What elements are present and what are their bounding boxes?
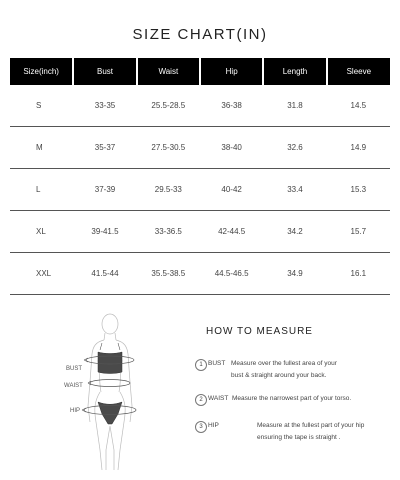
step-number: 2 — [195, 394, 207, 406]
table-cell: 35.5-38.5 — [137, 253, 200, 295]
header-size: Size(inch) — [10, 58, 73, 85]
step-number: 1 — [195, 359, 207, 371]
table-cell: 16.1 — [327, 253, 390, 295]
table-row — [10, 85, 390, 127]
table-row — [10, 127, 390, 169]
table-cell: 27.5-30.5 — [137, 127, 200, 169]
header-sleeve: Sleeve — [327, 58, 390, 85]
table-cell: 31.8 — [263, 85, 326, 127]
step-name: BUST — [208, 360, 226, 367]
table-cell: 37-39 — [73, 169, 136, 211]
table-cell: 41.5-44 — [73, 253, 136, 295]
step-name: WAIST — [208, 395, 229, 402]
figure-inner-legs — [106, 426, 114, 470]
table-cell: 33-35 — [73, 85, 136, 127]
hip-label: HIP — [70, 408, 81, 414]
table-cell: 25.5-28.5 — [137, 85, 200, 127]
table-cell: 38-40 — [200, 127, 263, 169]
table-header-row — [10, 58, 390, 85]
bust-label: BUST — [66, 366, 83, 372]
table-cell: 42-44.5 — [200, 211, 263, 253]
table-cell: 36-38 — [200, 85, 263, 127]
table-cell: 14.5 — [327, 85, 390, 127]
table-cell: 34.2 — [263, 211, 326, 253]
step-bust — [195, 359, 337, 379]
table-cell: 29.5-33 — [137, 169, 200, 211]
table-cell: 40-42 — [200, 169, 263, 211]
table-cell: L — [10, 169, 73, 211]
table-row — [10, 211, 390, 253]
waist-label: WAIST — [64, 383, 83, 389]
how-to-measure-title: HOW TO MEASURE — [206, 326, 313, 337]
header-length: Length — [263, 58, 326, 85]
header-hip: Hip — [200, 58, 263, 85]
header-waist: Waist — [137, 58, 200, 85]
body-measurement-figure — [60, 310, 170, 475]
step-description-continued: ensuring the tape is straight . — [257, 434, 341, 441]
figure-head — [102, 314, 118, 334]
table-cell: S — [10, 85, 73, 127]
table-cell: XL — [10, 211, 73, 253]
table-cell: 39-41.5 — [73, 211, 136, 253]
table-cell: 32.6 — [263, 127, 326, 169]
page-title: SIZE CHART(IN) — [132, 26, 268, 43]
table-cell: M — [10, 127, 73, 169]
table-cell: 15.3 — [327, 169, 390, 211]
step-number: 3 — [195, 421, 207, 433]
table-cell: XXL — [10, 253, 73, 295]
table-cell: 33-36.5 — [137, 211, 200, 253]
step-description: Measure over the fullest area of your — [231, 360, 337, 367]
figure-top — [98, 343, 122, 374]
step-name: HIP — [208, 422, 219, 429]
step-description: Measure at the fullest part of your hip — [257, 422, 365, 429]
table-cell: 14.9 — [327, 127, 390, 169]
step-description: Measure the narrowest part of your torso. — [232, 395, 352, 402]
step-hip — [195, 421, 365, 441]
waist-tape — [90, 380, 130, 387]
table-cell: 35-37 — [73, 127, 136, 169]
step-waist — [195, 394, 352, 406]
step-description-continued: bust & straight around your back. — [231, 372, 327, 379]
table-row — [10, 253, 390, 295]
table-cell: 34.9 — [263, 253, 326, 295]
table-cell: 15.7 — [327, 211, 390, 253]
header-bust: Bust — [73, 58, 136, 85]
size-table — [10, 58, 390, 295]
table-cell: 44.5-46.5 — [200, 253, 263, 295]
table-cell: 33.4 — [263, 169, 326, 211]
table-row — [10, 169, 390, 211]
